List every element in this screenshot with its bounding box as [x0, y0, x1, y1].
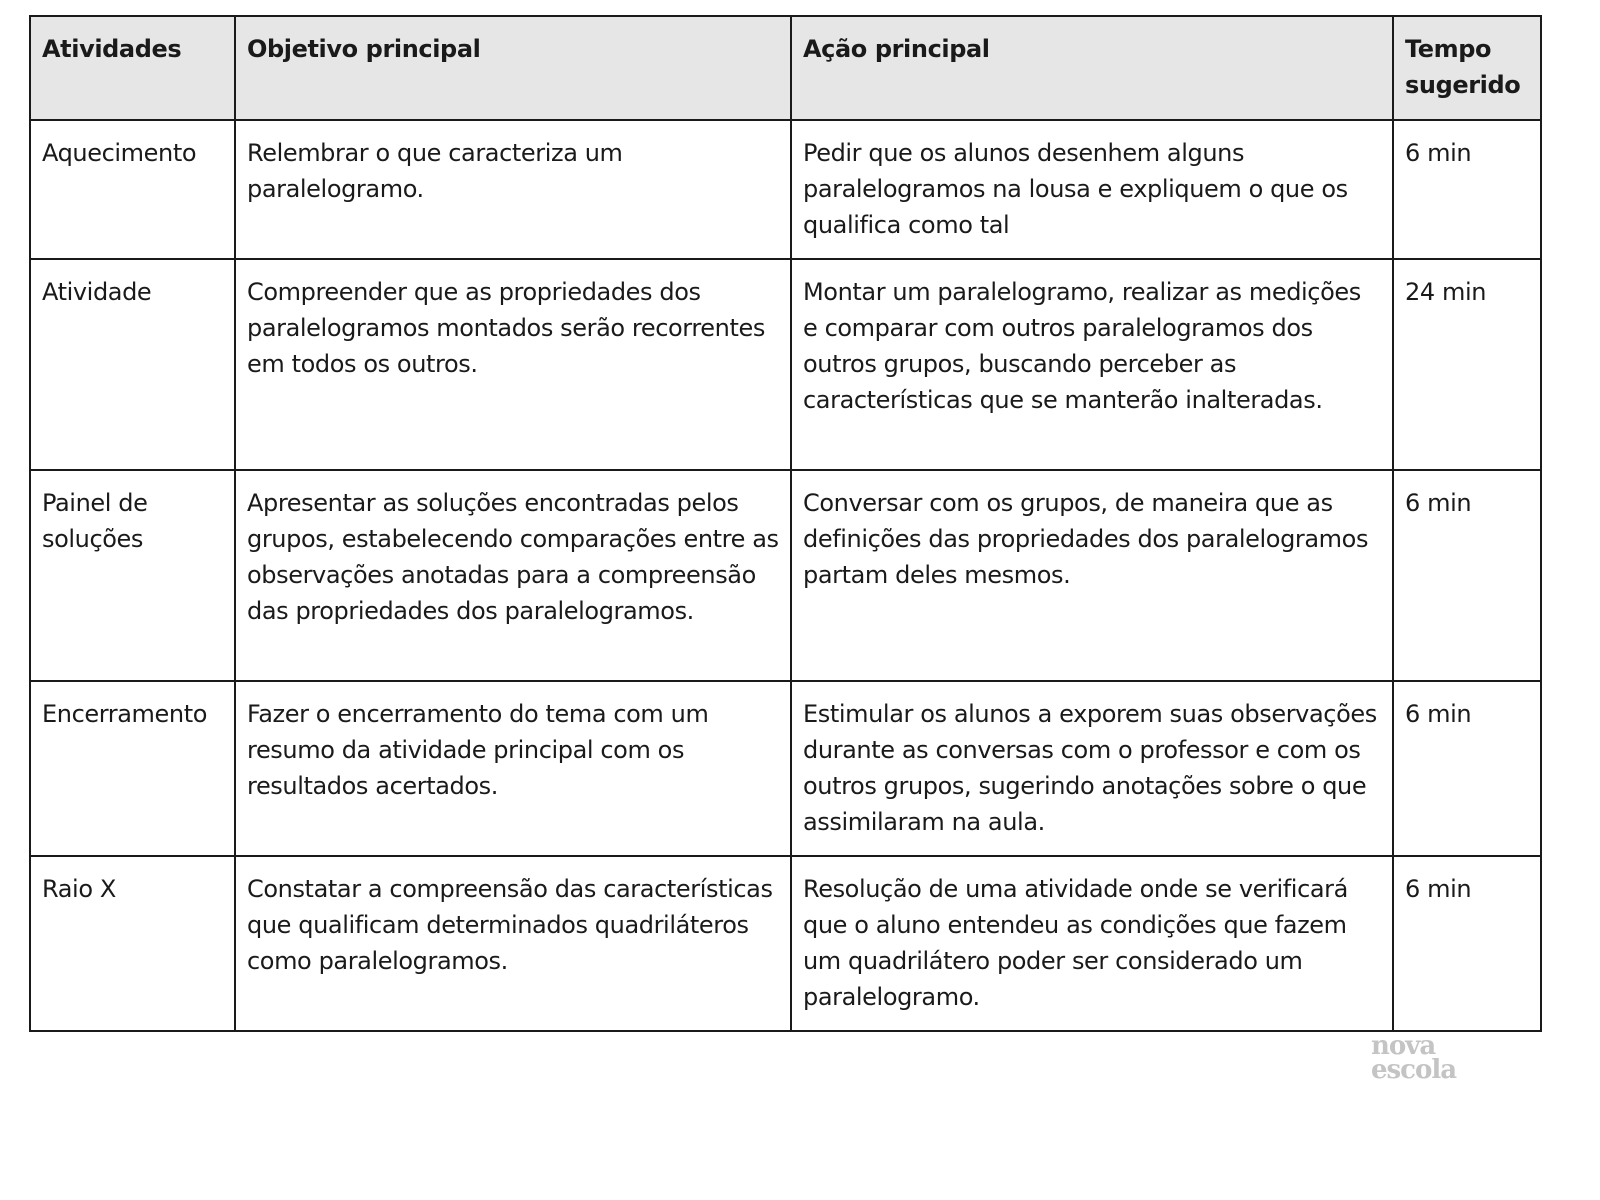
- cell-objetivo: Compreender que as propriedades dos paralelogramos montados serão recorrentes em todos os outros.: [235, 259, 791, 470]
- table-row: [30, 856, 1541, 1031]
- cell-acao: Resolução de uma atividade onde se verificará que o aluno entendeu as condições que fazem um quadrilátero poder ser considerado um paralelogramo.: [791, 856, 1393, 1031]
- cell-atividade: Atividade: [30, 259, 235, 470]
- cell-objetivo: Relembrar o que caracteriza um paralelogramo.: [235, 120, 791, 259]
- header-acao: Ação principal: [791, 16, 1393, 120]
- cell-atividade: Aquecimento: [30, 120, 235, 259]
- logo-line-1: nova: [1371, 1031, 1436, 1061]
- cell-tempo: 6 min: [1393, 856, 1541, 1031]
- cell-objetivo: Fazer o encerramento do tema com um resumo da atividade principal com os resultados acertados.: [235, 681, 791, 856]
- nova-escola-logo: [1371, 1031, 1457, 1085]
- cell-objetivo: Constatar a compreensão das características que qualificam determinados quadriláteros como paralelogramos.: [235, 856, 791, 1031]
- table-row: [30, 259, 1541, 470]
- cell-tempo: 24 min: [1393, 259, 1541, 470]
- cell-tempo: 6 min: [1393, 681, 1541, 856]
- cell-tempo: 6 min: [1393, 470, 1541, 681]
- cell-acao: Estimular os alunos a exporem suas observações durante as conversas com o professor e com os outros grupos, sugerindo anotações sobre o que assimilaram na aula.: [791, 681, 1393, 856]
- cell-tempo: 6 min: [1393, 120, 1541, 259]
- header-atividades: Atividades: [30, 16, 235, 120]
- cell-atividade: Painel de soluções: [30, 470, 235, 681]
- logo-line-2: escola: [1371, 1055, 1457, 1085]
- cell-acao: Conversar com os grupos, de maneira que as definições das propriedades dos paralelogramos partam deles mesmos.: [791, 470, 1393, 681]
- table-row: [30, 120, 1541, 259]
- header-tempo: Tempo sugerido: [1393, 16, 1541, 120]
- table-row: [30, 681, 1541, 856]
- lesson-plan-table: [29, 15, 1542, 1032]
- cell-objetivo: Apresentar as soluções encontradas pelos grupos, estabelecendo comparações entre as observações anotadas para a compreensão das propriedades dos paralelogramos.: [235, 470, 791, 681]
- cell-atividade: Raio X: [30, 856, 235, 1031]
- cell-atividade: Encerramento: [30, 681, 235, 856]
- table-header-row: [30, 16, 1541, 120]
- header-objetivo: Objetivo principal: [235, 16, 791, 120]
- table-row: [30, 470, 1541, 681]
- cell-acao: Pedir que os alunos desenhem alguns paralelogramos na lousa e expliquem o que os qualifica como tal: [791, 120, 1393, 259]
- cell-acao: Montar um paralelogramo, realizar as medições e comparar com outros paralelogramos dos outros grupos, buscando perceber as características que se manterão inalteradas.: [791, 259, 1393, 470]
